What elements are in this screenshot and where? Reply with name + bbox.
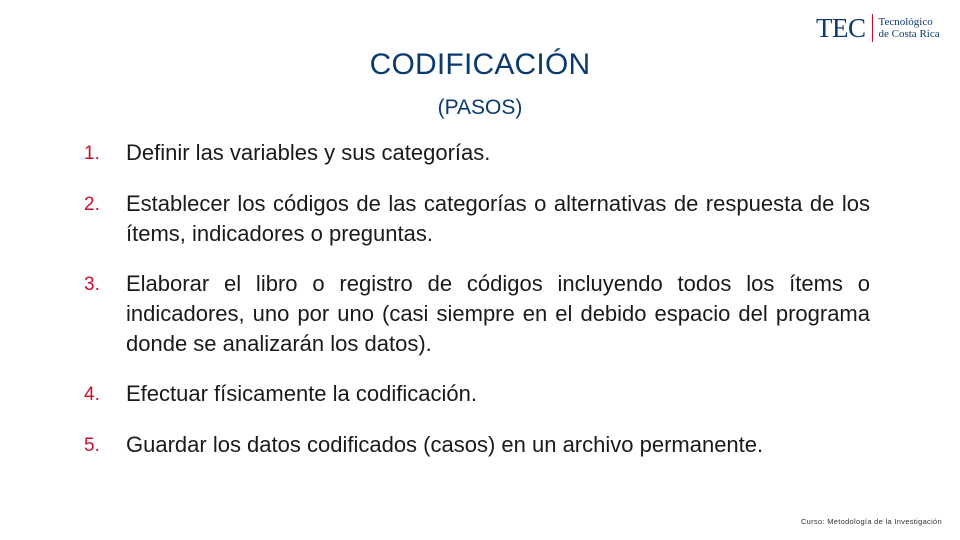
logo-divider [872,14,873,42]
steps-list [84,138,870,481]
course-footer: Curso: Metodología de la Investigación [800,517,942,526]
step-item-4 [84,379,870,410]
step-number: 5. [84,435,100,456]
step-number: 1. [84,143,100,164]
logo-line-2: de Costa Rica [878,28,940,40]
slide-title: CODIFICACIÓN [369,48,591,81]
logo-line-1: Tecnológico [878,16,933,28]
step-number: 3. [84,274,100,295]
tec-logo [816,12,940,44]
logo-mark: TEC [816,13,866,43]
step-number: 4. [84,384,100,405]
step-text: Elaborar el libro o registro de códigos incluyendo todos los ítems o indicadores, uno por uno (casi siempre en el debido espacio del programa donde se analizarán los datos). [126,271,870,356]
step-text: Efectuar físicamente la codificación. [126,381,477,406]
step-number: 2. [84,194,100,215]
slide-subtitle: (PASOS) [437,96,523,119]
step-item-2 [84,189,870,249]
step-item-1 [84,138,870,169]
step-text: Guardar los datos codificados (casos) en un archivo permanente. [126,432,764,457]
logo-text [879,16,940,40]
step-text: Establecer los códigos de las categorías o alternativas de respuesta de los ítems, indicadores o preguntas. [126,191,870,246]
step-text: Definir las variables y sus categorías. [126,140,491,165]
step-item-5 [84,430,870,461]
step-item-3 [84,269,870,359]
